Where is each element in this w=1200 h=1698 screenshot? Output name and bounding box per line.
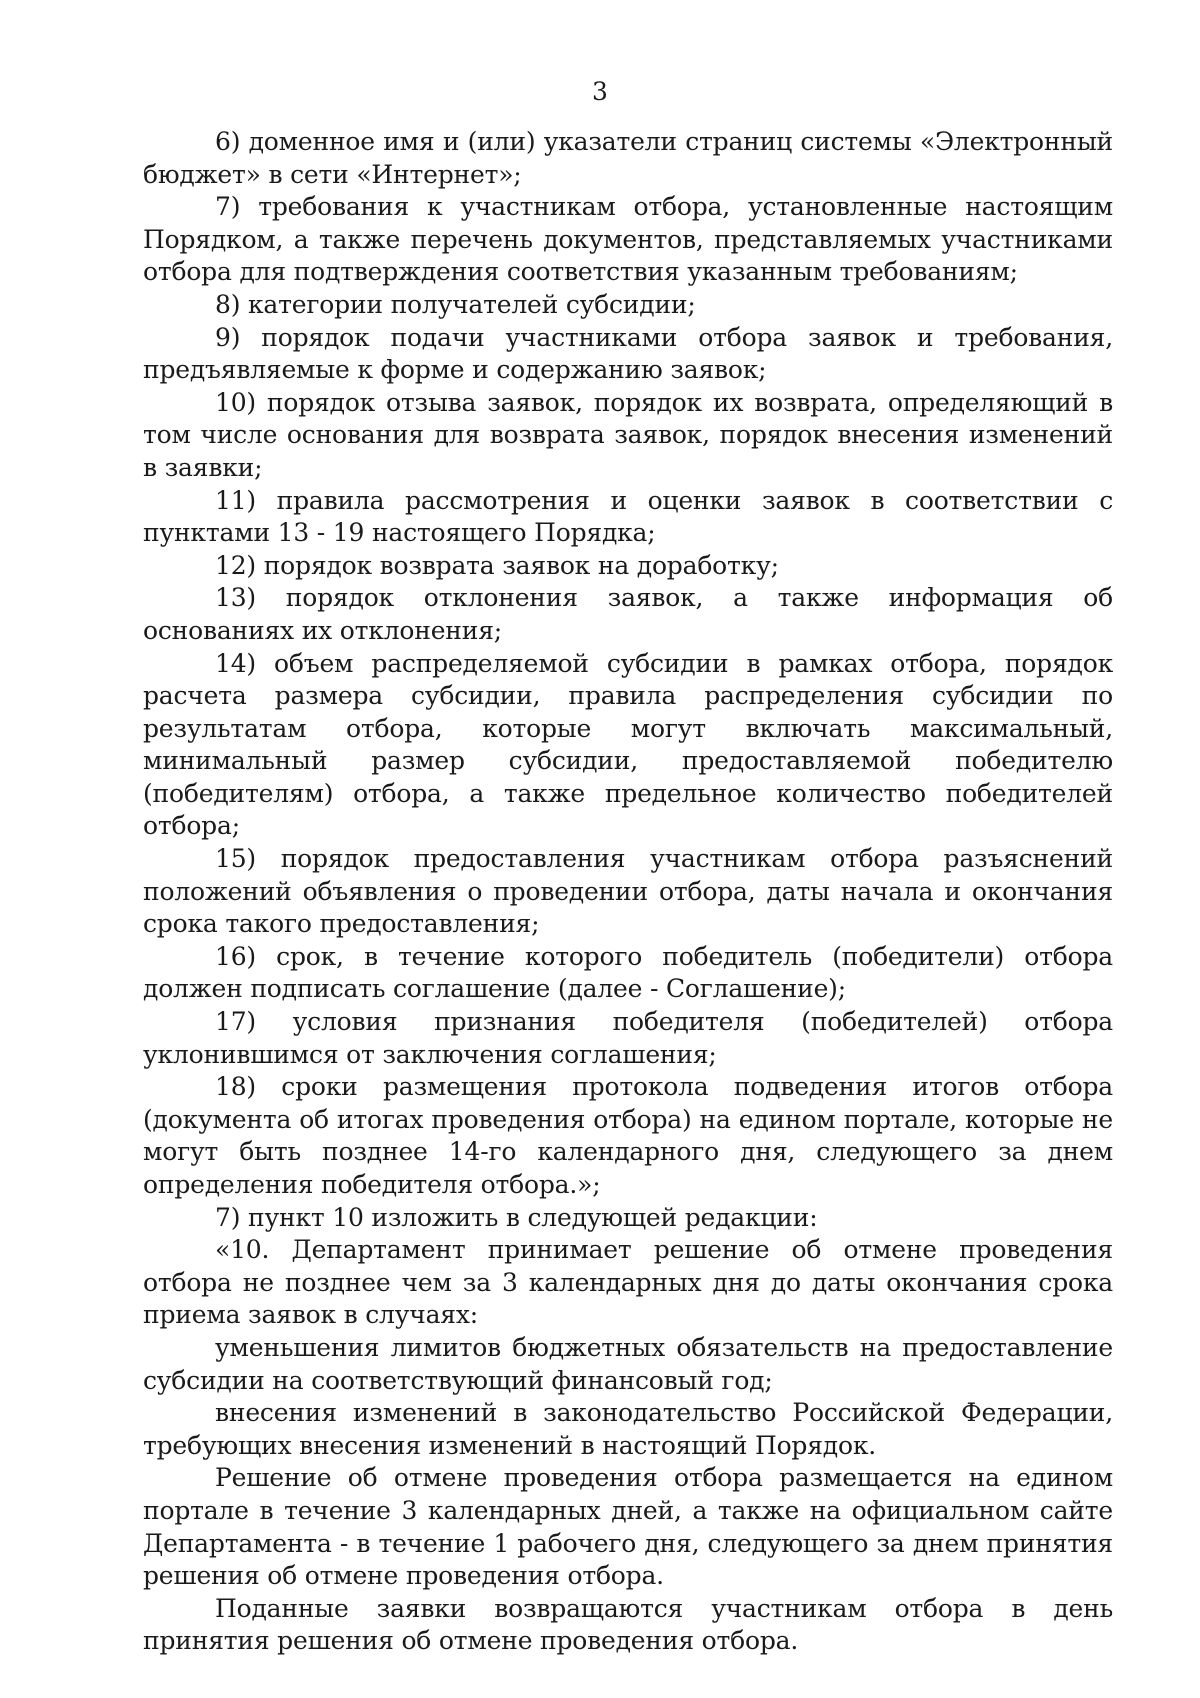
paragraph-item-12-return: 12) порядок возврата заявок на доработку; xyxy=(215,550,779,580)
paragraph-item-10-withdrawal: 10) порядок отзыва заявок, порядок их возврата, определяющий в том числе основания для возврата заявок, порядок внесения изменений в заявки; xyxy=(143,387,1113,482)
paragraph-item-17-evasion: 17) условия признания победителя (победителей) отбора уклонившимся от заключения соглашения; xyxy=(143,1007,1113,1069)
paragraph-item-15-clarification: 15) порядок предоставления участникам отбора разъяснений положений объявления о проведении отбора, даты начала и окончания срока такого предоставления; xyxy=(143,844,1113,939)
paragraph-item-8-categories: 8) категории получателей субсидии; xyxy=(215,289,696,319)
paragraph-item-6-domain: 6) доменное имя и (или) указатели страниц системы «Электронный бюджет» в сети «Интернет»; xyxy=(143,127,1113,189)
paragraph-item-18-protocol: 18) сроки размещения протокола подведения итогов отбора (документа об итогах проведения отбора) на едином портале, которые не могут быть позднее 14-го календарного дня, следующего за днем определения победителя отбора.»; xyxy=(143,1072,1113,1199)
paragraph-case-legislation: внесения изменений в законодательство Российской Федерации, требующих внесения изменений в настоящий Порядок. xyxy=(143,1398,1113,1460)
paragraph-cancellation-publication: Решение об отмене проведения отбора размещается на едином портале в течение 3 календарных дней, а также на официальном сайте Департамента - в течение 1 рабочего дня, следующего за днем принятия решения об отмене проведения отбора. xyxy=(143,1463,1113,1591)
paragraph-amendment-7: 7) пункт 10 изложить в следующей редакции: xyxy=(215,1202,818,1232)
paragraph-item-7-requirements: 7) требования к участникам отбора, установленные настоящим Порядком, а также перечень документов, представляемых участниками отбора для подтверждения соответствия указанным требованиям; xyxy=(143,192,1113,287)
paragraph-item-11-evaluation: 11) правила рассмотрения и оценки заявок в соответствии с пунктами 13 - 19 настоящего Порядка; xyxy=(143,485,1113,548)
page-number: 3 xyxy=(592,77,608,106)
paragraph-item-14-volume: 14) объем распределяемой субсидии в рамках отбора, порядок расчета размера субсидии, правила распределения субсидии по результатам отбора, которые могут включать максимальный, минимальный размер субсидии, предоставляемой победителю (победителям) отбора, а также предельное количество победителей отбора; xyxy=(143,648,1113,841)
paragraph-applications-returned: Поданные заявки возвращаются участникам отбора в день принятия решения об отмене проведения отбора. xyxy=(143,1593,1113,1656)
paragraph-clause-10: «10. Департамент принимает решение об отмене проведения отбора не позднее чем за 3 календарных дня до даты окончания срока приема заявок в случаях: xyxy=(143,1235,1113,1330)
document-body xyxy=(143,126,1113,1658)
paragraph-item-9-submission: 9) порядок подачи участниками отбора заявок и требования, предъявляемые к форме и содержанию заявок; xyxy=(143,322,1113,385)
paragraph-case-limits: уменьшения лимитов бюджетных обязательств на предоставление субсидии на соответствующий финансовый год; xyxy=(143,1332,1113,1395)
paragraph-item-16-agreement-term: 16) срок, в течение которого победитель (победители) отбора должен подписать соглашение (далее - Соглашение); xyxy=(143,941,1113,1004)
paragraph-item-13-rejection: 13) порядок отклонения заявок, а также информация об основаниях их отклонения; xyxy=(143,583,1113,645)
